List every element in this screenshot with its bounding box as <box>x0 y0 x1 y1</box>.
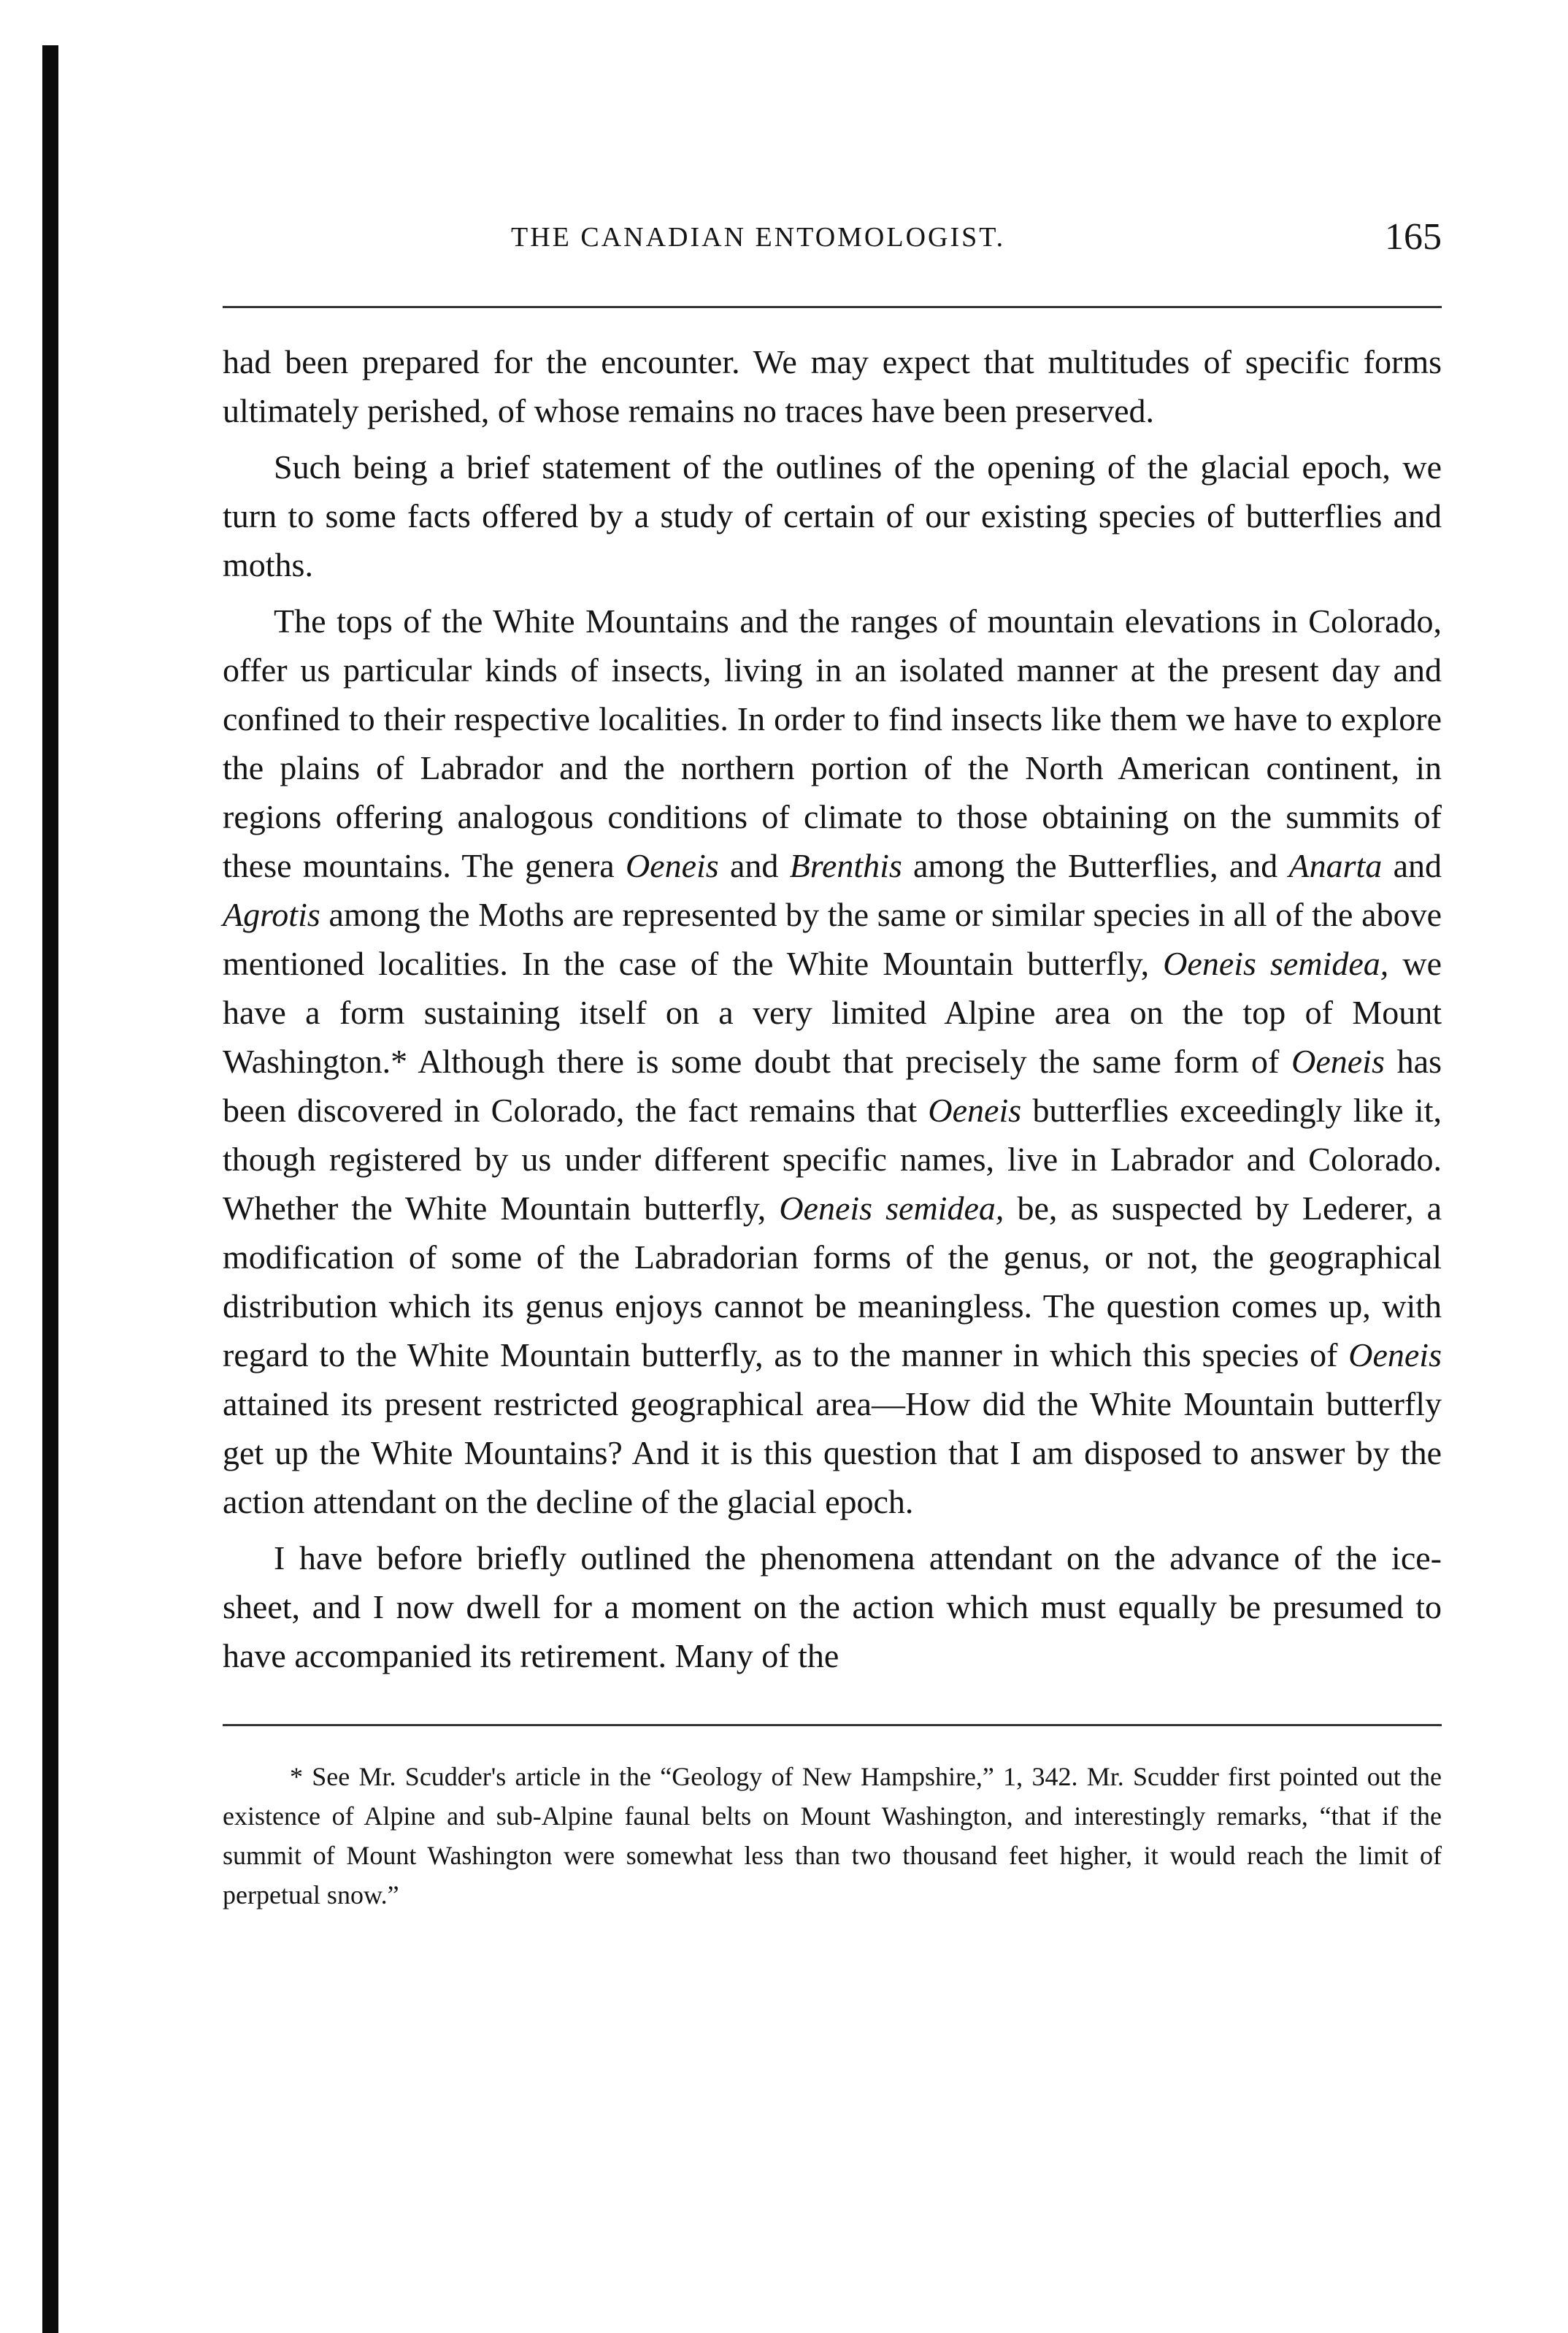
text-run: we have a form sustaining itself on a very limited Alpine area on the top of Mount Washington.* Although there is some doubt that precisely the same form of <box>223 945 1442 1080</box>
running-head <box>223 215 1442 267</box>
text-run: and <box>1382 847 1442 884</box>
paragraph <box>223 597 1442 1526</box>
running-head-title: THE CANADIAN ENTOMOLOGIST. <box>511 222 1006 253</box>
italic-text: Agrotis <box>223 896 320 933</box>
text-run: Such being a brief statement of the outlines of the opening of the glacial epoch, we turn to some facts offered by a study of certain of our existing species of butterflies and moths. <box>223 448 1442 583</box>
italic-text: Oeneis <box>1348 1336 1442 1374</box>
text-run: I have before briefly outlined the phenomena attendant on the advance of the ice-sheet, and I now dwell for a moment on the action which must equally be presumed to have accompanied its retirement. Many of the <box>223 1539 1442 1674</box>
scan-edge <box>42 45 58 2333</box>
text-run: and <box>718 847 790 884</box>
text-run: has been discovered in Colorado, the fact remains that <box>223 1043 1442 1129</box>
page <box>223 215 1442 1915</box>
text-run: The tops of the White Mountains and the ranges of mountain elevations in Colorado, offer us particular kinds of insects, living in an isolated manner at the present day and confined to their respective localities. In order to find insects like them we have to explore the plains of Labrador and the northern portion of the North American continent, in regions offering analogous conditions of climate to those obtaining on the summits of these mountains. The genera <box>223 602 1442 884</box>
paragraph <box>223 1533 1442 1680</box>
italic-text: Oeneis semidea, <box>1163 945 1389 982</box>
body-text <box>223 337 1442 1680</box>
header-rule <box>223 306 1442 308</box>
italic-text: Anarta <box>1288 847 1383 884</box>
paragraph <box>223 443 1442 589</box>
text-run: butterflies exceedingly like it, though registered by us under different specific names, live in Labrador and Colorado. Whether the White Mountain butterfly, <box>223 1092 1442 1227</box>
footnote: * See Mr. Scudder's article in the “Geology of New Hampshire,” 1, 342. Mr. Scudder first pointed out the existence of Alpine and sub-Alpine faunal belts on Mount Washington, and interestingly remarks, “that if the summit of Mount Washington were somewhat less than two thousand feet higher, it would reach the limit of perpetual snow.” <box>223 1762 1442 1909</box>
italic-text: Brenthis <box>789 847 902 884</box>
text-run: had been prepared for the encounter. We may expect that multitudes of specific forms ultimately perished, of whose remains no traces have been preserved. <box>223 343 1442 429</box>
italic-text: Oeneis <box>928 1092 1022 1129</box>
page-number: 165 <box>1385 216 1442 258</box>
text-run: among the Moths are represented by the same or similar species in all of the above mentioned localities. In the case of the White Mountain butterfly, <box>223 896 1442 982</box>
footnote-rule <box>223 1724 1442 1726</box>
paragraph <box>223 337 1442 435</box>
italic-text: Oeneis <box>1291 1043 1385 1080</box>
text-run: among the Butterflies, and <box>902 847 1289 884</box>
text-run: attained its present restricted geographical area—How did the White Mountain butterfly get up the White Mountains? And it is this question that I am disposed to answer by the action attendant on the decline of the glacial epoch. <box>223 1385 1442 1520</box>
italic-text: Oeneis semidea, <box>779 1190 1004 1227</box>
text-run: be, as suspected by Lederer, a modification of some of the Labradorian forms of the genus, or not, the geographical distribution which its genus enjoys cannot be meaningless. The question comes up, with regard to the White Mountain butterfly, as to the manner in which this species of <box>223 1190 1442 1374</box>
italic-text: Oeneis <box>625 847 719 884</box>
